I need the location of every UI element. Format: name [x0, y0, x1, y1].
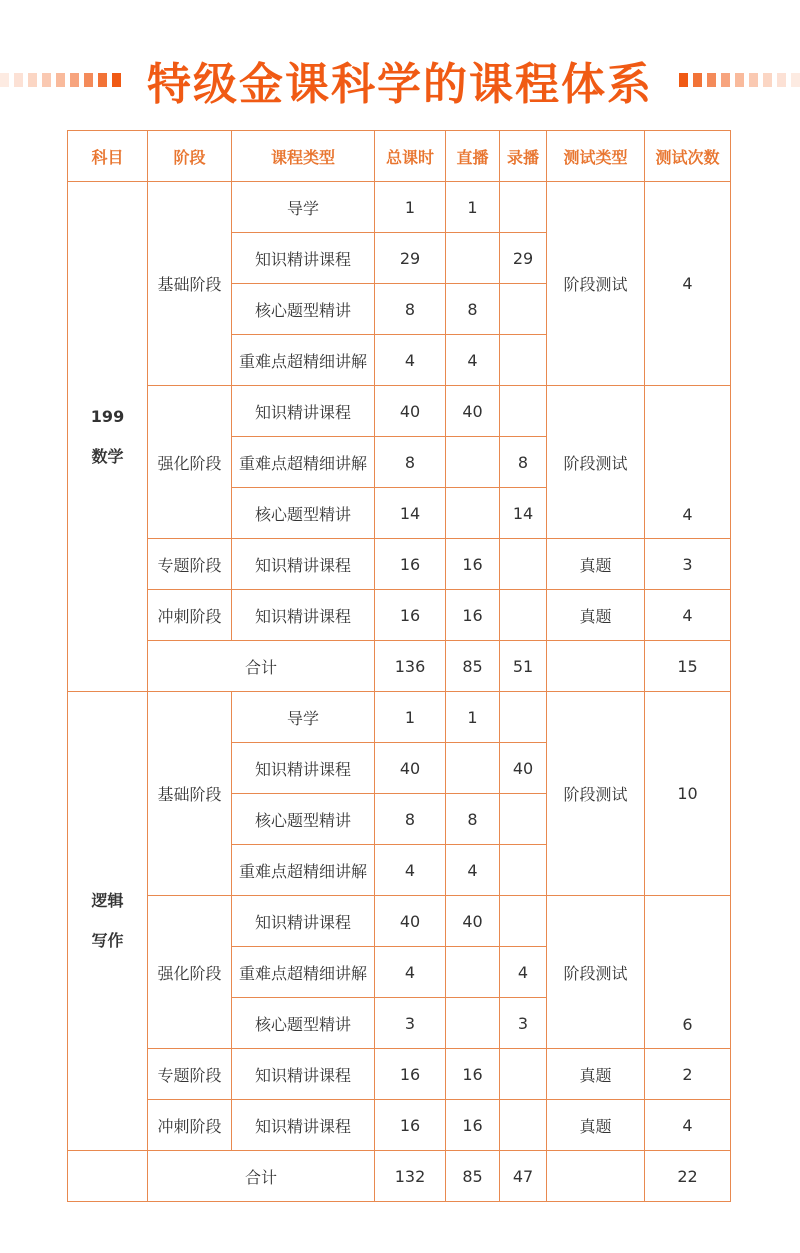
course-type-cell: 重难点超精细讲解	[232, 335, 375, 386]
recorded-cell	[500, 182, 547, 233]
table-row	[68, 590, 731, 641]
recorded-cell: 40	[500, 743, 547, 794]
header-stage: 阶段	[148, 131, 232, 182]
total-cell: 8	[375, 437, 446, 488]
course-type-cell: 知识精讲课程	[232, 386, 375, 437]
recorded-cell	[500, 539, 547, 590]
total-cell: 1	[375, 182, 446, 233]
header-recorded: 录播	[500, 131, 547, 182]
subject-logic: 逻辑 写作	[68, 692, 148, 1151]
table-row	[68, 1100, 731, 1151]
sum-subject-empty	[68, 1151, 148, 1202]
total-cell: 40	[375, 896, 446, 947]
header-live: 直播	[446, 131, 500, 182]
test-type-cell: 阶段测试	[547, 386, 645, 539]
recorded-cell: 14	[500, 488, 547, 539]
stage-cell: 冲刺阶段	[148, 1100, 232, 1151]
live-cell	[446, 437, 500, 488]
recorded-cell: 8	[500, 437, 547, 488]
live-cell	[446, 233, 500, 284]
total-cell: 3	[375, 998, 446, 1049]
course-type-cell: 知识精讲课程	[232, 539, 375, 590]
table-row	[68, 386, 731, 437]
test-count-cell: 4	[645, 386, 731, 539]
recorded-cell	[500, 335, 547, 386]
sum-row	[68, 641, 731, 692]
total-cell: 1	[375, 692, 446, 743]
course-table	[67, 130, 731, 1202]
live-cell: 40	[446, 896, 500, 947]
recorded-cell	[500, 1100, 547, 1151]
course-type-cell: 重难点超精细讲解	[232, 437, 375, 488]
sum-recorded: 51	[500, 641, 547, 692]
course-type-cell: 导学	[232, 182, 375, 233]
stage-cell: 强化阶段	[148, 896, 232, 1049]
title-banner	[0, 40, 800, 120]
live-cell: 16	[446, 1100, 500, 1151]
total-cell: 29	[375, 233, 446, 284]
test-count-cell: 6	[645, 896, 731, 1049]
sum-label: 合计	[148, 1151, 375, 1202]
test-type-cell: 阶段测试	[547, 692, 645, 896]
test-type-cell: 真题	[547, 1100, 645, 1151]
sum-test-type	[547, 1151, 645, 1202]
sum-live: 85	[446, 1151, 500, 1202]
stage-cell: 强化阶段	[148, 386, 232, 539]
page-title: 特级金课科学的课程体系	[147, 59, 653, 110]
total-cell: 40	[375, 386, 446, 437]
recorded-cell: 3	[500, 998, 547, 1049]
stage-cell: 专题阶段	[148, 1049, 232, 1100]
test-count-cell: 2	[645, 1049, 731, 1100]
live-cell: 16	[446, 590, 500, 641]
sum-test-type	[547, 641, 645, 692]
total-cell: 16	[375, 1100, 446, 1151]
recorded-cell	[500, 794, 547, 845]
test-type-cell: 真题	[547, 1049, 645, 1100]
recorded-cell	[500, 1049, 547, 1100]
table-row	[68, 539, 731, 590]
course-type-cell: 知识精讲课程	[232, 233, 375, 284]
table-row	[68, 1049, 731, 1100]
sum-total: 132	[375, 1151, 446, 1202]
total-cell: 4	[375, 335, 446, 386]
subject-math: 199 数学	[68, 182, 148, 692]
recorded-cell	[500, 284, 547, 335]
live-cell: 4	[446, 335, 500, 386]
total-cell: 40	[375, 743, 446, 794]
recorded-cell	[500, 590, 547, 641]
course-type-cell: 核心题型精讲	[232, 998, 375, 1049]
sum-label: 合计	[148, 641, 375, 692]
total-cell: 16	[375, 539, 446, 590]
course-type-cell: 知识精讲课程	[232, 590, 375, 641]
test-count-cell: 4	[645, 590, 731, 641]
header-test-type: 测试类型	[547, 131, 645, 182]
stage-cell: 基础阶段	[148, 692, 232, 896]
test-count-cell: 4	[645, 1100, 731, 1151]
test-type-cell: 阶段测试	[547, 182, 645, 386]
live-cell: 16	[446, 539, 500, 590]
test-count-cell: 3	[645, 539, 731, 590]
header-course-type: 课程类型	[232, 131, 375, 182]
header-total-hours: 总课时	[375, 131, 446, 182]
test-type-cell: 阶段测试	[547, 896, 645, 1049]
recorded-cell: 4	[500, 947, 547, 998]
live-cell	[446, 998, 500, 1049]
sum-row	[68, 1151, 731, 1202]
sum-test-count: 22	[645, 1151, 731, 1202]
sum-recorded: 47	[500, 1151, 547, 1202]
recorded-cell	[500, 386, 547, 437]
stage-cell: 专题阶段	[148, 539, 232, 590]
live-cell	[446, 743, 500, 794]
live-cell: 16	[446, 1049, 500, 1100]
table-row	[68, 692, 731, 743]
test-type-cell: 真题	[547, 590, 645, 641]
table-row	[68, 896, 731, 947]
recorded-cell	[500, 692, 547, 743]
course-type-cell: 知识精讲课程	[232, 743, 375, 794]
total-cell: 8	[375, 284, 446, 335]
sum-live: 85	[446, 641, 500, 692]
course-type-cell: 核心题型精讲	[232, 284, 375, 335]
recorded-cell	[500, 845, 547, 896]
live-cell: 8	[446, 284, 500, 335]
table-header-row	[68, 131, 731, 182]
decorative-dots-right	[679, 70, 800, 90]
recorded-cell	[500, 896, 547, 947]
sum-total: 136	[375, 641, 446, 692]
course-type-cell: 核心题型精讲	[232, 488, 375, 539]
header-test-count: 测试次数	[645, 131, 731, 182]
table-row	[68, 182, 731, 233]
live-cell: 4	[446, 845, 500, 896]
test-count-cell: 10	[645, 692, 731, 896]
course-type-cell: 导学	[232, 692, 375, 743]
header-subject: 科目	[68, 131, 148, 182]
recorded-cell: 29	[500, 233, 547, 284]
total-cell: 8	[375, 794, 446, 845]
total-cell: 4	[375, 845, 446, 896]
total-cell: 14	[375, 488, 446, 539]
course-type-cell: 知识精讲课程	[232, 1100, 375, 1151]
course-type-cell: 重难点超精细讲解	[232, 947, 375, 998]
sum-test-count: 15	[645, 641, 731, 692]
course-type-cell: 知识精讲课程	[232, 896, 375, 947]
live-cell	[446, 947, 500, 998]
course-type-cell: 知识精讲课程	[232, 1049, 375, 1100]
total-cell: 4	[375, 947, 446, 998]
course-type-cell: 核心题型精讲	[232, 794, 375, 845]
stage-cell: 基础阶段	[148, 182, 232, 386]
live-cell: 1	[446, 182, 500, 233]
course-type-cell: 重难点超精细讲解	[232, 845, 375, 896]
live-cell	[446, 488, 500, 539]
total-cell: 16	[375, 1049, 446, 1100]
total-cell: 16	[375, 590, 446, 641]
stage-cell: 冲刺阶段	[148, 590, 232, 641]
test-type-cell: 真题	[547, 539, 645, 590]
live-cell: 1	[446, 692, 500, 743]
live-cell: 8	[446, 794, 500, 845]
live-cell: 40	[446, 386, 500, 437]
test-count-cell: 4	[645, 182, 731, 386]
